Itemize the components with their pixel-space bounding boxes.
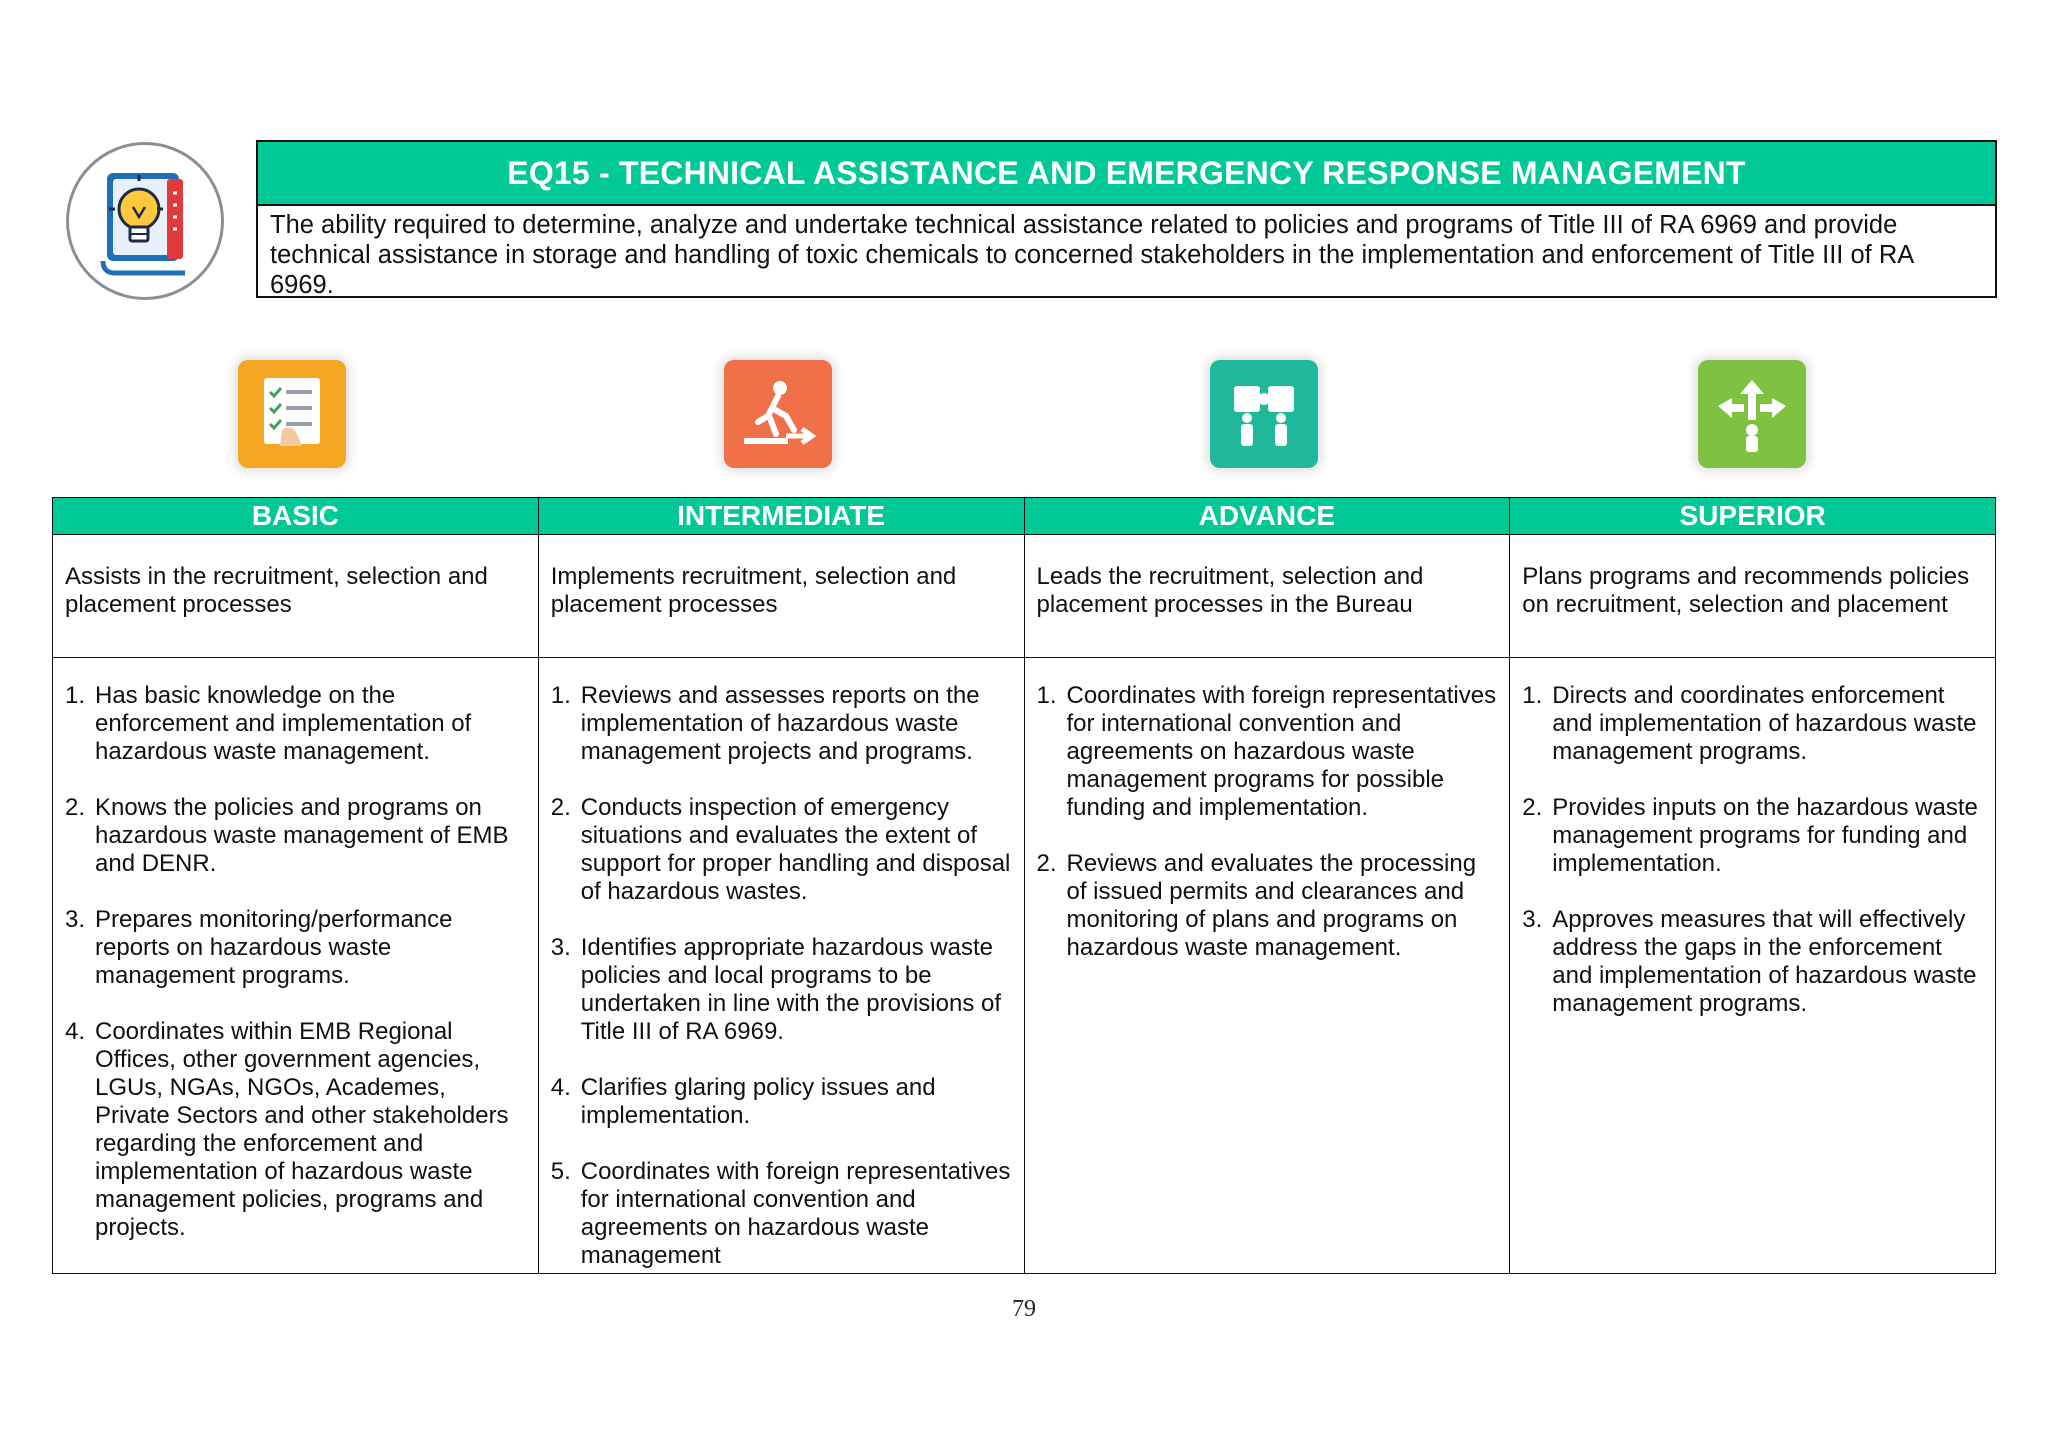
item-text: Has basic knowledge on the enforcement and implementation of hazardous waste management. <box>95 682 472 765</box>
competency-header <box>256 140 1997 298</box>
item-text: Identifies appropriate hazardous waste policies and local programs to be undertaken in line with the provisions of Title III of RA 6969. <box>580 934 1001 1045</box>
direction-arrows-icon <box>1698 360 1806 468</box>
summary-cell-advance <box>1024 535 1510 658</box>
list-item <box>1522 906 1983 1018</box>
item-text: Prepares monitoring/performance reports on hazardous waste management programs. <box>95 906 453 989</box>
summary-cell-superior <box>1510 535 1996 658</box>
details-cell-superior <box>1510 658 1996 1274</box>
item-number: 3. <box>550 934 571 961</box>
item-number: 2. <box>1036 850 1057 877</box>
list-item <box>1522 682 1983 766</box>
competency-description: The ability required to determine, analyze and undertake technical assistance related to policies and programs of Title III of RA 6969 and provide technical assistance in storage and handling of toxic chemicals to concerned stakeholders in the implementation and enforcement of Title III of RA 6969. <box>270 211 1913 299</box>
list-item <box>65 794 526 878</box>
item-number: 5. <box>550 1158 571 1185</box>
item-number: 4. <box>65 1018 86 1045</box>
page-number: 79 <box>1012 1296 1036 1322</box>
item-number: 4. <box>550 1074 571 1101</box>
puzzle-people-icon <box>1210 360 1318 468</box>
item-number: 1. <box>550 682 571 709</box>
level-summary: Plans programs and recommends policies on recruitment, selection and placement <box>1522 563 1970 618</box>
level-header-advance: ADVANCE <box>1024 498 1510 535</box>
item-text: Reviews and evaluates the processing of issued permits and clearances and monitoring of plans and programs on hazardous waste management. <box>1066 850 1477 961</box>
item-text: Directs and coordinates enforcement and implementation of hazardous waste management programs. <box>1552 682 1977 765</box>
list-item <box>551 1074 1012 1130</box>
item-text: Reviews and assesses reports on the implementation of hazardous waste management projects and programs. <box>580 682 980 765</box>
list-item <box>551 1158 1012 1270</box>
summary-cell-intermediate <box>538 535 1024 658</box>
details-cell-intermediate <box>538 658 1024 1274</box>
item-text: Conducts inspection of emergency situations and evaluates the extent of support for proper handling and disposal of hazardous wastes. <box>580 794 1011 905</box>
item-text: Provides inputs on the hazardous waste management programs for funding and implementation. <box>1552 794 1978 877</box>
summary-cell-basic <box>53 535 539 658</box>
item-number: 1. <box>65 682 86 709</box>
lightbulb-book-icon <box>66 142 224 300</box>
item-number: 2. <box>1522 794 1543 821</box>
item-text: Knows the policies and programs on hazardous waste management of EMB and DENR. <box>95 794 509 877</box>
level-summary: Leads the recruitment, selection and placement processes in the Bureau <box>1036 563 1424 618</box>
item-text: Coordinates with foreign representatives for international convention and agreements on hazardous waste management <box>580 1158 1011 1269</box>
level-summary: Assists in the recruitment, selection and placement processes <box>65 563 488 618</box>
item-number: 3. <box>65 906 86 933</box>
exit-runner-icon <box>724 360 832 468</box>
item-text: Approves measures that will effectively address the gaps in the enforcement and implementation of hazardous waste management programs. <box>1552 906 1977 1017</box>
list-item <box>1037 682 1498 822</box>
details-cell-basic <box>53 658 539 1274</box>
list-item <box>1522 794 1983 878</box>
item-number: 3. <box>1522 906 1543 933</box>
level-header-basic: BASIC <box>53 498 539 535</box>
list-item <box>551 682 1012 766</box>
list-item <box>65 906 526 990</box>
item-number: 2. <box>550 794 571 821</box>
item-text: Coordinates with foreign representatives for international convention and agreements on hazardous waste management programs for possible funding and implementation. <box>1066 682 1497 821</box>
item-text: Coordinates within EMB Regional Offices, other government agencies, LGUs, NGAs, NGOs, Academes, Private Sectors and other stakeholders regarding the enforcement and implementation of hazardous waste management policies, programs and projects. <box>95 1018 509 1241</box>
list-item <box>1037 850 1498 962</box>
item-number: 1. <box>1522 682 1543 709</box>
item-text: Clarifies glaring policy issues and implementation. <box>580 1074 936 1129</box>
proficiency-levels-table <box>52 497 1996 1274</box>
list-item <box>551 794 1012 906</box>
list-item <box>551 934 1012 1046</box>
list-item <box>65 682 526 766</box>
checklist-icon <box>238 360 346 468</box>
item-number: 1. <box>1036 682 1057 709</box>
details-cell-advance <box>1024 658 1510 1274</box>
level-header-superior: SUPERIOR <box>1510 498 1996 535</box>
list-item <box>65 1018 526 1242</box>
level-summary: Implements recruitment, selection and placement processes <box>550 563 957 618</box>
item-number: 2. <box>65 794 86 821</box>
level-header-intermediate: INTERMEDIATE <box>538 498 1024 535</box>
competency-title: EQ15 - TECHNICAL ASSISTANCE AND EMERGENCY RESPONSE MANAGEMENT <box>258 142 1995 206</box>
